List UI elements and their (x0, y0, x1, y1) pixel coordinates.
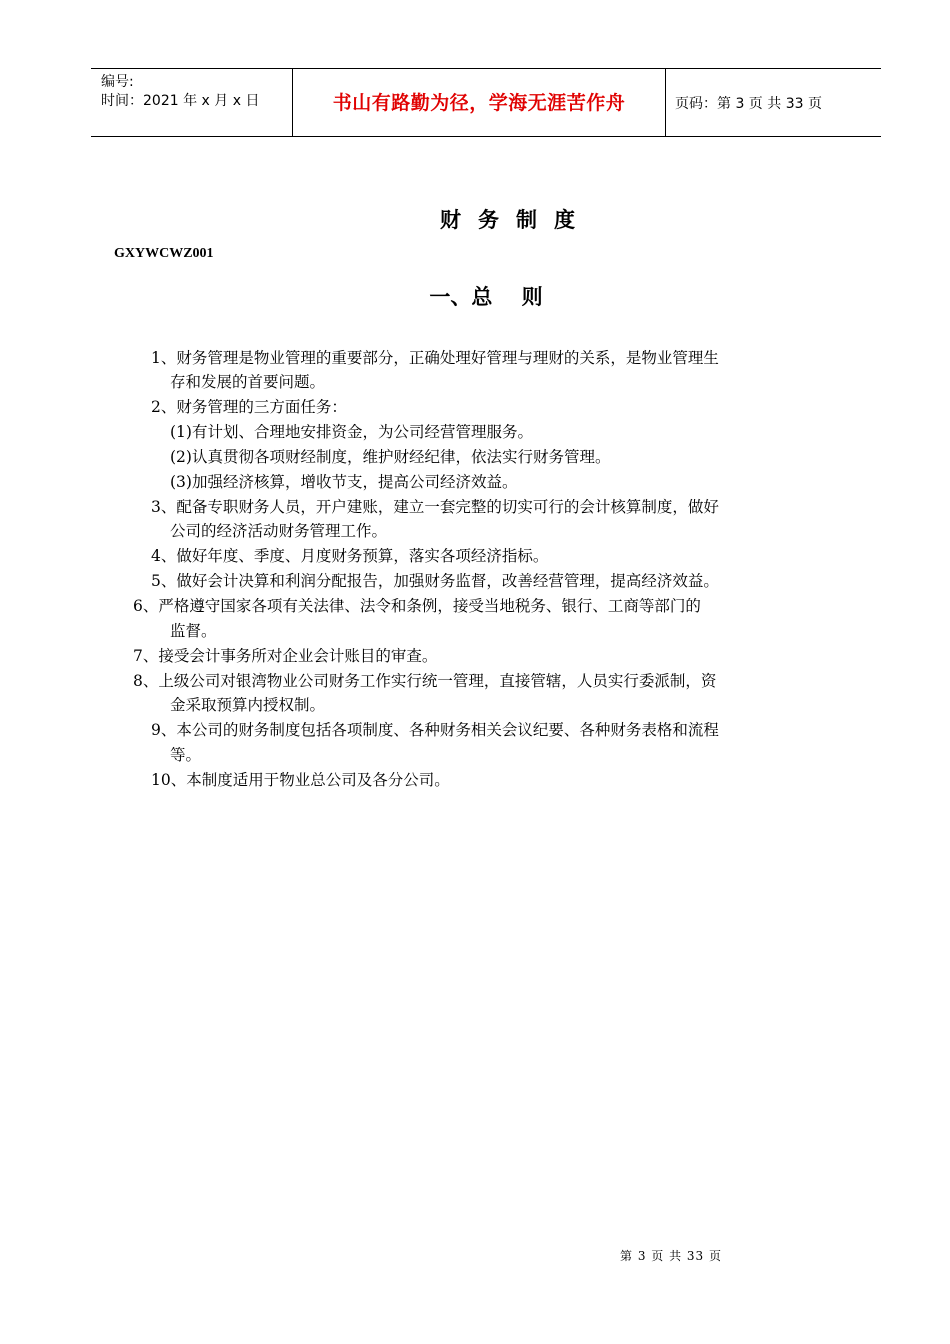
body-line: 5、做好会计决算和利润分配报告，加强财务监督，改善经营管理，提高经济效益。 (151, 572, 719, 590)
body-line: 存和发展的首要问题。 (170, 373, 326, 391)
body-line: 3、配备专职财务人员，开户建账，建立一套完整的切实可行的会计核算制度，做好 (151, 498, 719, 516)
header-time-label: 时间：2021 年 x 月 x 日 (101, 93, 260, 109)
body-line: 7、接受会计事务所对企业会计账目的审查。 (133, 647, 438, 665)
section-title: 一、总 则 (429, 284, 543, 309)
body-line: 1、财务管理是物业管理的重要部分，正确处理好管理与理财的关系，是物业管理生 (151, 349, 719, 367)
body-line: 9、本公司的财务制度包括各项制度、各种财务相关会议纪要、各种财务表格和流程 (151, 721, 719, 739)
document-code: GXYWCWZ001 (114, 246, 214, 261)
body-line: 金采取预算内授权制。 (170, 696, 326, 714)
header-meta (101, 73, 259, 111)
page-header (91, 68, 881, 137)
body-line: 2、财务管理的三方面任务： (151, 398, 347, 416)
header-page-label: 页码：第 3 页 共 33 页 (675, 96, 822, 112)
header-number-label: 编号: (101, 74, 134, 90)
header-motto: 书山有路勤为径，学海无涯苦作舟 (332, 92, 626, 114)
body-line: 4、做好年度、季度、月度财务预算，落实各项经济指标。 (151, 547, 549, 565)
body-line: (1)有计划、合理地安排资金，为公司经营管理服务。 (170, 423, 533, 441)
body-line: 公司的经济活动财务管理工作。 (170, 522, 388, 540)
body-line: 监督。 (170, 622, 217, 640)
header-divider (665, 69, 666, 136)
page-footer: 第 3 页 共 33 页 (620, 1249, 722, 1263)
body-line: 6、严格遵守国家各项有关法律、法令和条例，接受当地税务、银行、工商等部门的 (133, 597, 701, 615)
body-line: (2)认真贯彻各项财经制度，维护财经纪律，依法实行财务管理。 (170, 448, 611, 466)
document-title: 财务制度 (440, 207, 592, 232)
body-line: 等。 (170, 746, 202, 764)
body-line: 8、上级公司对银湾物业公司财务工作实行统一管理，直接管辖，人员实行委派制，资 (133, 672, 717, 690)
body-line: (3)加强经济核算，增收节支，提高公司经济效益。 (170, 473, 518, 491)
body-line: 10、本制度适用于物业总公司及各分公司。 (151, 771, 450, 789)
